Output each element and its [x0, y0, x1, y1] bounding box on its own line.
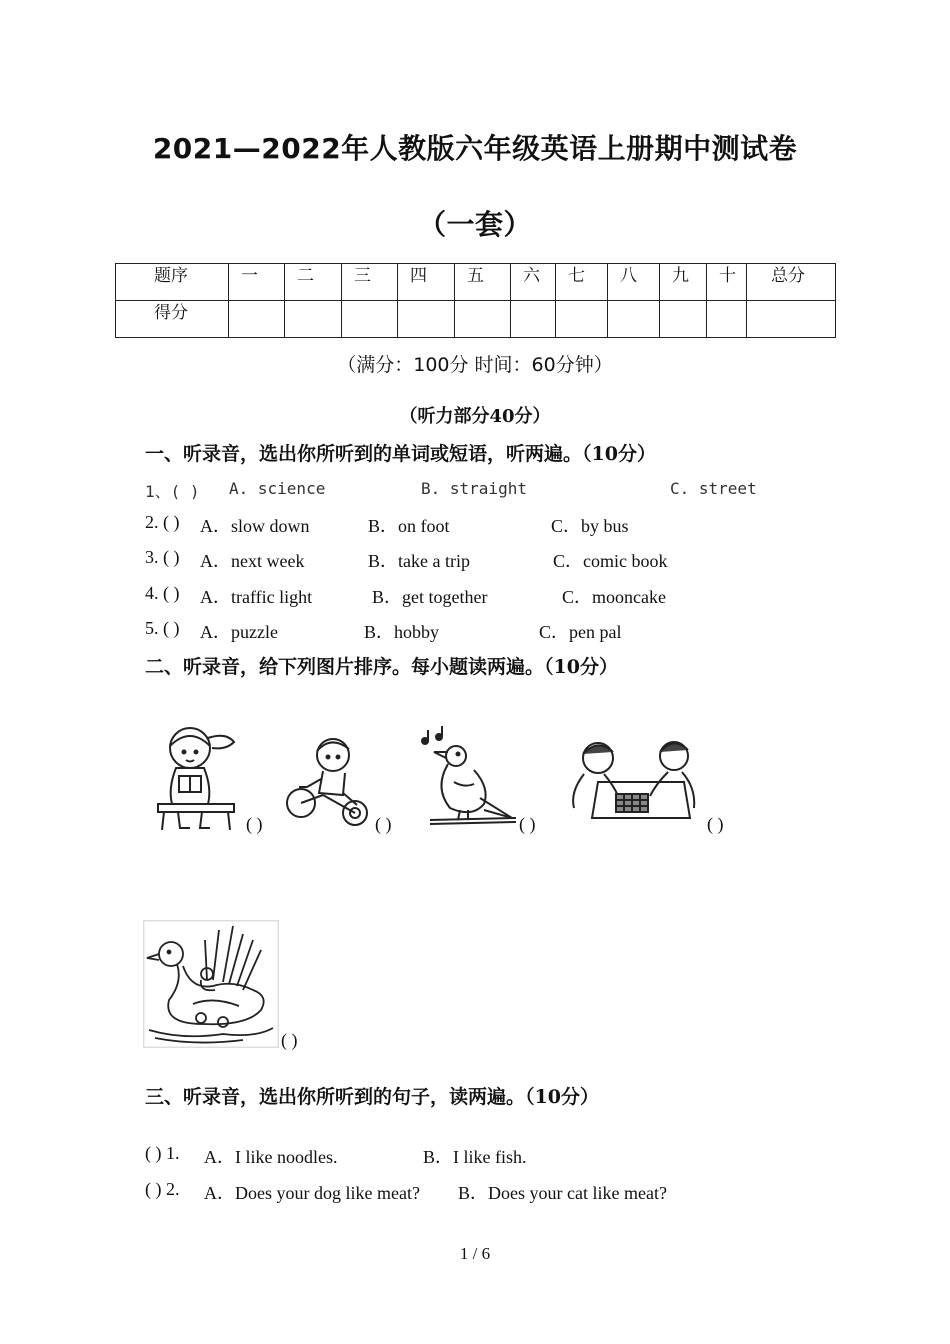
s1-item1-number: 1、( ): [145, 482, 200, 501]
s1-item3-option-c: C．comic book: [553, 551, 668, 571]
s1-item4-number: 4. ( ): [145, 583, 180, 603]
header-cell: 七: [556, 264, 608, 301]
s3-item2-option-b: B．Does your cat like meat?: [458, 1183, 667, 1203]
s3-item1-option-b: B．I like fish.: [423, 1147, 527, 1167]
score-table-header-row: [116, 264, 836, 301]
s1-item2-option-a: A．slow down: [200, 516, 310, 536]
exam-info: （满分：100分 时间：60分钟）: [337, 354, 613, 376]
picture5-answer-blank[interactable]: ( ): [281, 1030, 298, 1050]
s1-item3-number: 3. ( ): [145, 547, 180, 567]
picture2-answer-blank[interactable]: ( ): [375, 814, 392, 834]
s1-item5-option-c: C．pen pal: [539, 622, 622, 642]
score-cell[interactable]: [229, 301, 285, 338]
picture1-answer-blank[interactable]: ( ): [246, 814, 263, 834]
header-cell: 总分: [747, 264, 836, 301]
score-cell[interactable]: [398, 301, 455, 338]
score-cell[interactable]: [342, 301, 398, 338]
section1-heading: 一、听录音，选出你所听到的单词或短语，听两遍。（10分）: [145, 443, 656, 465]
s3-item1-number: ( ) 1.: [145, 1143, 180, 1163]
s1-item1-option-a: A. science: [229, 479, 326, 498]
score-cell[interactable]: [285, 301, 342, 338]
score-cell[interactable]: [511, 301, 556, 338]
score-cell[interactable]: [556, 301, 608, 338]
picture4-answer-blank[interactable]: ( ): [707, 814, 724, 834]
s1-item5-number: 5. ( ): [145, 618, 180, 638]
s1-item4-option-a: A．traffic light: [200, 587, 313, 607]
page-title: 2021—2022年人教版六年级英语上册期中测试卷: [152, 132, 798, 165]
s1-item4-option-b: B．get together: [372, 587, 488, 607]
s1-item1-option-b: B. straight: [421, 479, 527, 498]
header-cell: 二: [285, 264, 342, 301]
header-cell: 一: [229, 264, 285, 301]
section2-heading: 二、听录音，给下列图片排序。每小题读两遍。（10分）: [145, 656, 618, 678]
boy-tricycle-picture: [283, 733, 375, 831]
girl-reading-picture: [150, 718, 242, 833]
s1-item4-option-c: C．mooncake: [562, 587, 666, 607]
score-cell[interactable]: [747, 301, 836, 338]
header-cell: 九: [660, 264, 707, 301]
s1-item2-number: 2. ( ): [145, 512, 180, 532]
duck-family-picture: [143, 920, 279, 1048]
score-cell[interactable]: [608, 301, 660, 338]
score-cell[interactable]: [707, 301, 747, 338]
s1-item2-option-c: C．by bus: [551, 516, 629, 536]
row-label-cell: 得分: [116, 301, 229, 338]
s3-item2-option-a: A．Does your dog like meat?: [204, 1183, 420, 1203]
page-number: 1 / 6: [459, 1244, 491, 1263]
score-table: [115, 263, 836, 338]
s1-item2-option-b: B．on foot: [368, 516, 450, 536]
s1-item3-option-b: B．take a trip: [368, 551, 470, 571]
header-cell: 五: [455, 264, 511, 301]
header-cell: 四: [398, 264, 455, 301]
page-subtitle: （一套）: [417, 208, 532, 241]
header-cell: 三: [342, 264, 398, 301]
header-cell: 六: [511, 264, 556, 301]
score-cell[interactable]: [660, 301, 707, 338]
s3-item2-number: ( ) 2.: [145, 1179, 180, 1199]
listening-part-label: （听力部分40分）: [399, 406, 551, 427]
s1-item5-option-b: B．hobby: [364, 622, 440, 642]
score-cell[interactable]: [455, 301, 511, 338]
s3-item1-option-a: A．I like noodles.: [204, 1147, 338, 1167]
section3-heading: 三、听录音，选出你所听到的句子，读两遍。（10分）: [145, 1086, 599, 1108]
s1-item1-option-c: C. street: [670, 479, 757, 498]
header-cell: 十: [707, 264, 747, 301]
header-cell: 八: [608, 264, 660, 301]
s1-item5-option-a: A．puzzle: [200, 622, 278, 642]
header-cell: 题序: [116, 264, 229, 301]
s1-item3-option-a: A．next week: [200, 551, 305, 571]
score-table-score-row: [116, 301, 836, 338]
kids-chess-picture: [564, 736, 704, 824]
picture3-answer-blank[interactable]: ( ): [519, 814, 536, 834]
singing-bird-picture: [420, 722, 520, 830]
